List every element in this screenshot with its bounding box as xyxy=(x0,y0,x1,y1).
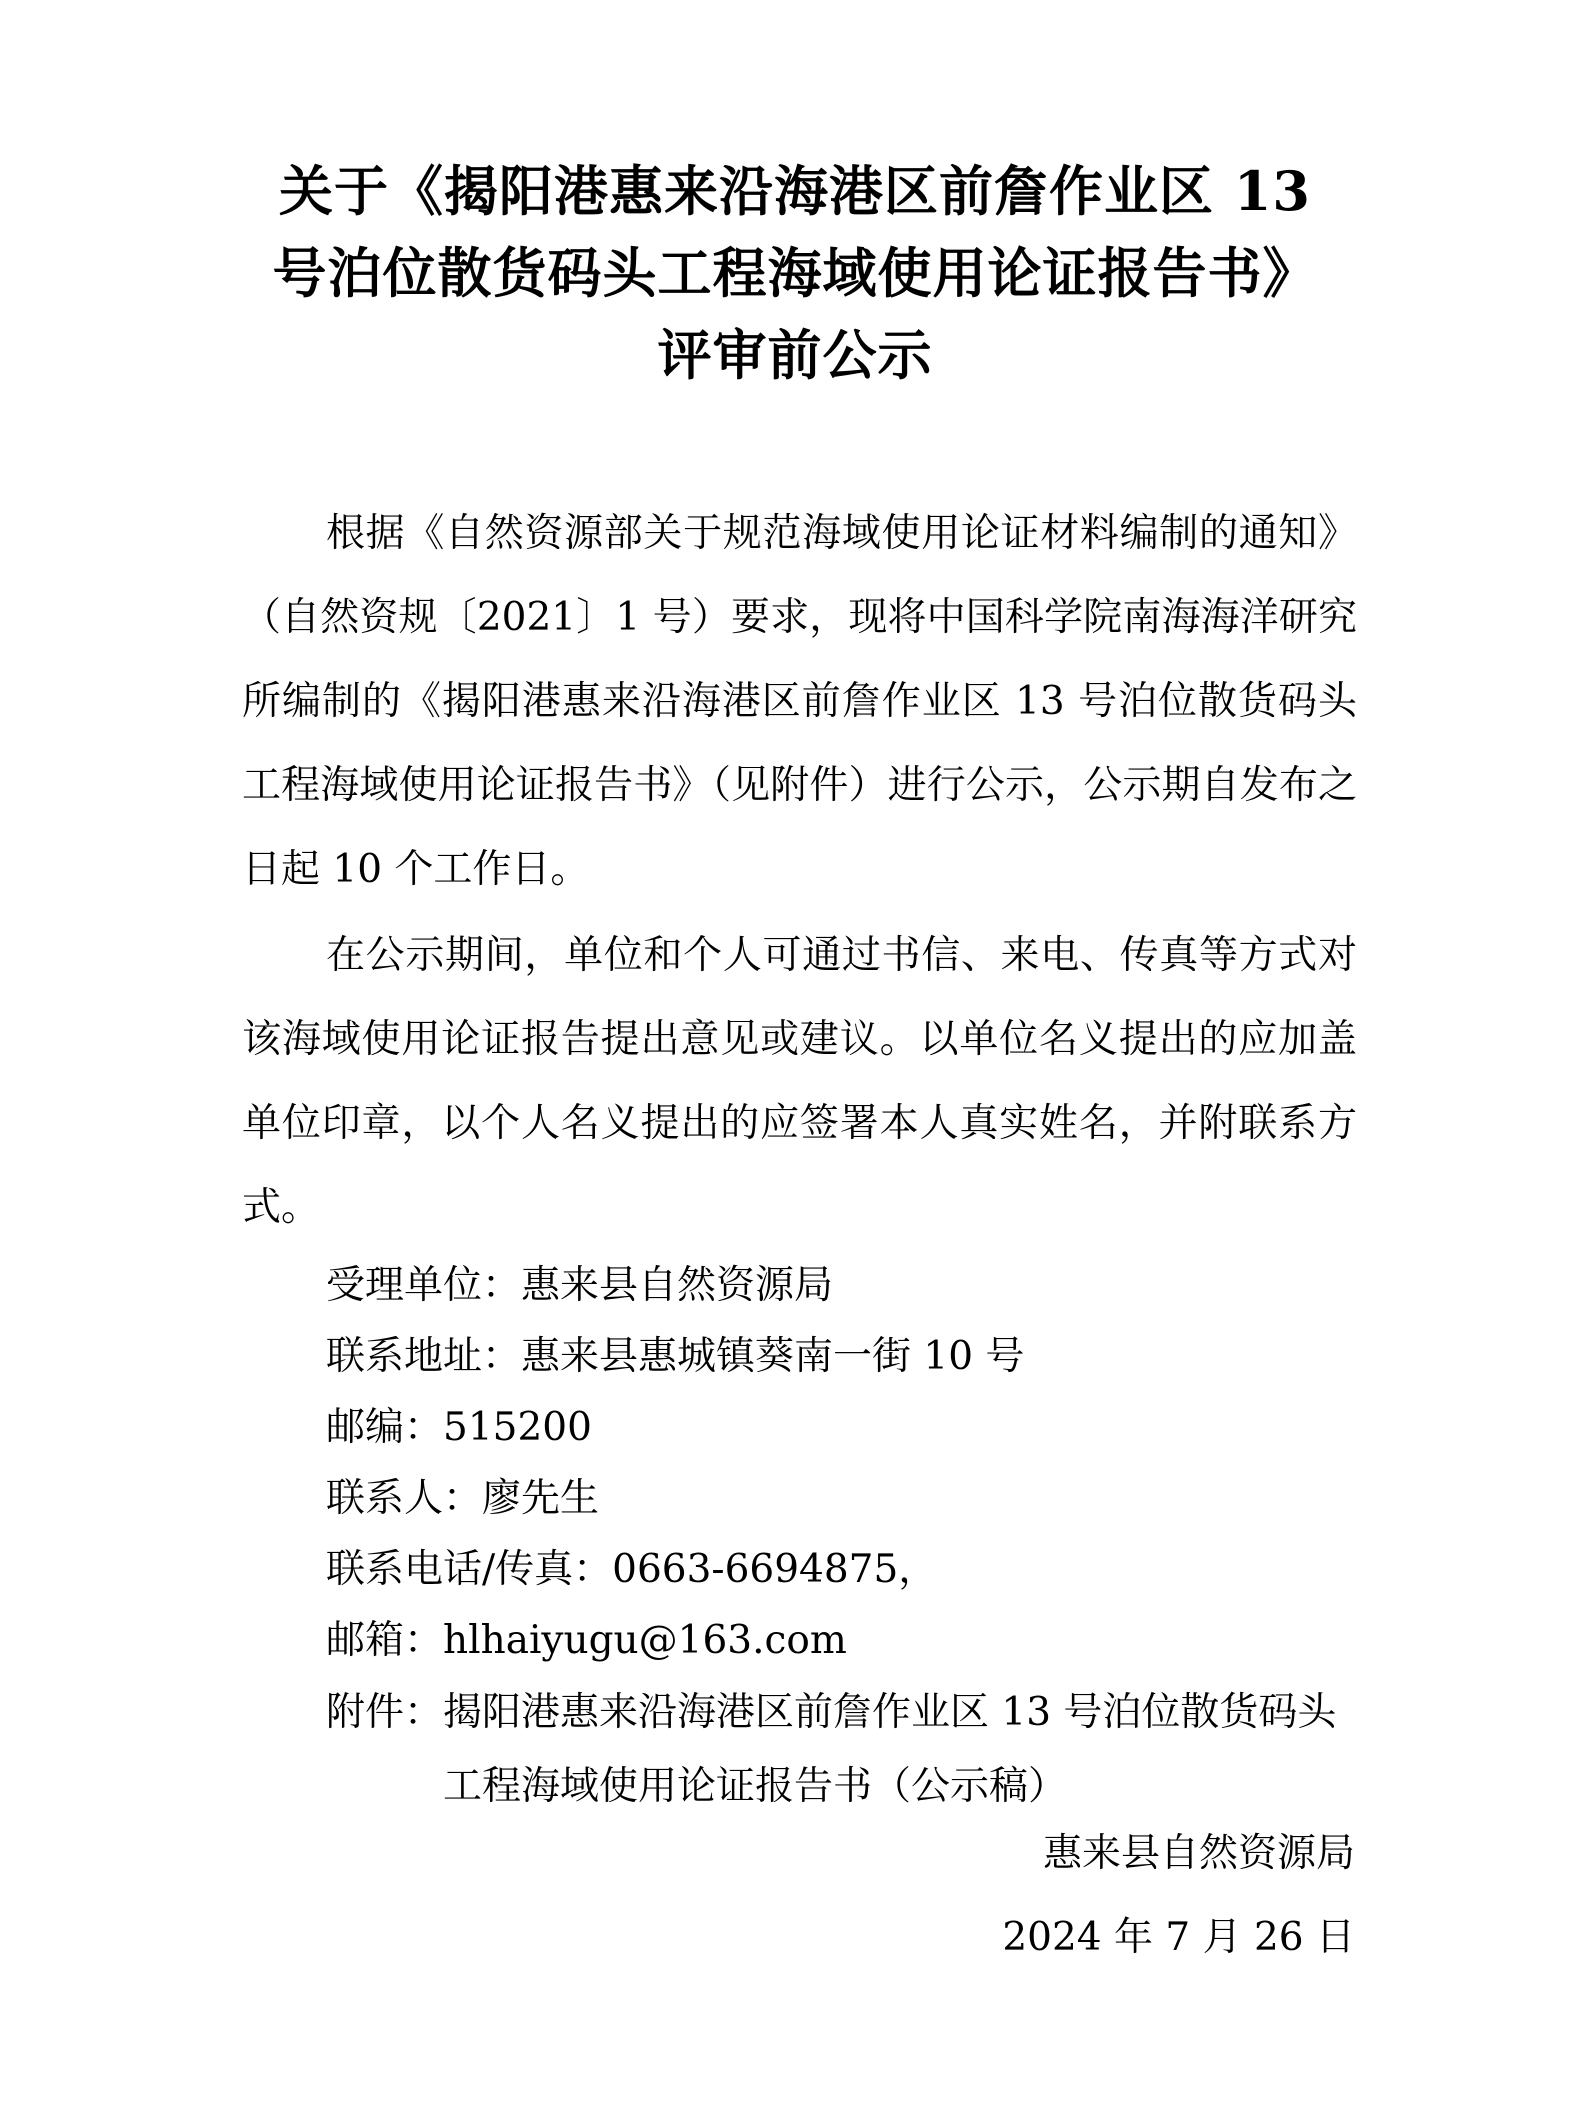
document-title xyxy=(220,150,1370,396)
contact-phone: 联系电话/传真：0663-6694875， xyxy=(326,1547,938,1592)
paragraph-feedback: 在公示期间，单位和个人可通过书信、来电、传真等方式对该海域使用论证报告提出意见或建议。以单位名义提出的应加盖单位印章，以个人名义提出的应签署本人真实姓名，并附联系方式。 xyxy=(242,933,1357,1230)
title-line-1: 关于《揭阳港惠来沿海港区前詹作业区 13 xyxy=(279,159,1311,223)
title-line-2: 号泊位散货码头工程海域使用论证报告书》 xyxy=(272,241,1318,305)
signature-org: 惠来县自然资源局 xyxy=(1042,1831,1355,1876)
paragraph-notice: 根据《自然资源部关于规范海域使用论证材料编制的通知》（自然资规〔2021〕1 号）要求，现将中国科学院南海海洋研究所编制的《揭阳港惠来沿海港区前詹作业区 13 号泊位散货码头工程海域使用论证报告书》（见附件）进行公示，公示期自发布之日起 10 个工作日。 xyxy=(242,511,1357,892)
contact-person: 联系人：廖先生 xyxy=(326,1476,600,1521)
attachment xyxy=(242,1676,1357,1824)
attachment-text: 揭阳港惠来沿海港区前詹作业区 13 号泊位散货码头工程海域使用论证报告书（公示稿） xyxy=(443,1690,1337,1809)
signature-date: 2024 年 7 月 26 日 xyxy=(1002,1915,1355,1960)
contact-postcode: 邮编：515200 xyxy=(326,1405,592,1450)
attachment-label: 附件： xyxy=(326,1690,444,1735)
contact-info xyxy=(242,1250,1357,1676)
contact-email: 邮箱：hlhaiyugu@163.com xyxy=(326,1618,847,1663)
document-body xyxy=(242,492,1357,1824)
signature-block xyxy=(1002,1812,1355,1980)
contact-address: 联系地址：惠来县惠城镇葵南一街 10 号 xyxy=(326,1334,1025,1379)
contact-office: 受理单位：惠来县自然资源局 xyxy=(326,1263,834,1308)
title-line-3: 评审前公示 xyxy=(657,323,933,387)
